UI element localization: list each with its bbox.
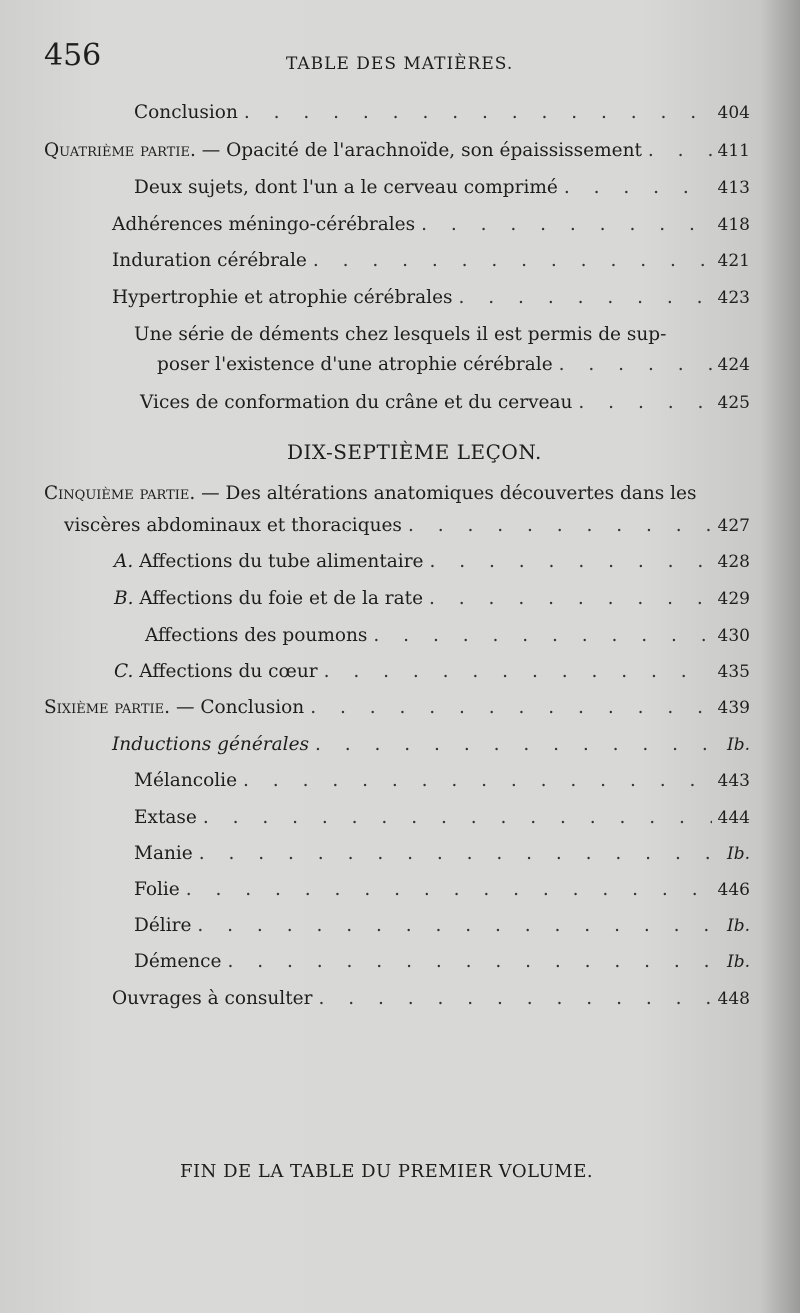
dot-leader xyxy=(373,623,711,649)
dot-leader xyxy=(243,768,712,794)
toc-entry-cinquieme-partie xyxy=(64,513,750,539)
entry-page: 448 xyxy=(717,989,750,1009)
entry-label: Délire xyxy=(134,915,192,936)
entry-page: Ib. xyxy=(726,844,750,864)
toc-entry-une-serie xyxy=(157,352,750,378)
toc-entry-conclusion xyxy=(134,100,750,126)
dot-leader xyxy=(199,841,721,867)
toc-entry-vices xyxy=(140,390,750,416)
toc-entry-cinquieme-line1 xyxy=(44,481,696,507)
entry-label: — Opacité de l'arachnoïde, son épaississement xyxy=(201,140,642,161)
entry-label: Folie xyxy=(134,879,180,900)
toc-entry-extase xyxy=(134,805,750,831)
dot-leader xyxy=(228,949,721,975)
dot-leader xyxy=(648,138,712,164)
entry-label: Mélancolie xyxy=(134,770,238,791)
lecon-heading: DIX-SEPTIÈME LEÇON. xyxy=(287,440,542,464)
entry-page: 423 xyxy=(717,288,750,308)
toc-entry-inductions xyxy=(112,732,750,758)
running-title: TABLE DES MATIÈRES. xyxy=(286,54,514,74)
dot-leader xyxy=(318,986,711,1012)
dot-leader xyxy=(459,285,712,311)
dot-leader xyxy=(186,877,712,903)
entry-page: 404 xyxy=(717,103,750,123)
entry-page: Ib. xyxy=(726,735,750,755)
toc-entry-delire xyxy=(134,913,750,939)
entry-page: 446 xyxy=(717,880,750,900)
entry-label: Deux sujets, dont l'un a le cerveau comprimé xyxy=(134,177,558,198)
entry-label: Affections du cœur xyxy=(139,661,318,682)
entry-letter: A. xyxy=(114,551,134,572)
entry-label: Inductions générales xyxy=(112,734,310,755)
toc-entry-deux-sujets xyxy=(134,175,750,201)
entry-page: 444 xyxy=(717,808,750,828)
entry-label: Conclusion xyxy=(134,102,238,123)
toc-entry-adherences xyxy=(112,212,750,238)
dot-leader xyxy=(408,513,712,539)
toc-entry-affection-a xyxy=(114,549,750,575)
dot-leader xyxy=(315,732,721,758)
toc-entry-affection-c xyxy=(114,659,750,685)
toc-entry-induration xyxy=(112,248,750,274)
end-of-table-notice: FIN DE LA TABLE DU PREMIER VOLUME. xyxy=(180,1161,594,1182)
part-title: Sixième partie. xyxy=(44,697,171,718)
entry-page: 425 xyxy=(717,393,750,413)
entry-label: Ouvrages à consulter xyxy=(112,988,313,1009)
dot-leader xyxy=(310,695,711,721)
entry-page: 443 xyxy=(717,771,750,791)
entry-page: 421 xyxy=(717,251,750,271)
dot-leader xyxy=(564,175,712,201)
entry-page: 424 xyxy=(717,355,750,375)
dot-leader xyxy=(203,805,712,831)
page-number: 456 xyxy=(44,38,102,73)
toc-entry-hypertrophie xyxy=(112,285,750,311)
entry-page: Ib. xyxy=(726,952,750,972)
dot-leader xyxy=(244,100,712,126)
entry-page: 411 xyxy=(717,141,750,161)
dot-leader xyxy=(578,390,711,416)
entry-page: Ib. xyxy=(726,916,750,936)
entry-page: 429 xyxy=(717,589,750,609)
toc-entry-folie xyxy=(134,877,750,903)
entry-page: 413 xyxy=(717,178,750,198)
entry-page: 418 xyxy=(717,215,750,235)
toc-entry-ouvrages xyxy=(112,986,750,1012)
entry-label: viscères abdominaux et thoraciques xyxy=(64,515,402,536)
toc-entry-sixieme-partie xyxy=(44,695,750,721)
dot-leader xyxy=(324,659,712,685)
entry-label: Hypertrophie et atrophie cérébrales xyxy=(112,287,453,308)
entry-label: Adhérences méningo-cérébrales xyxy=(112,214,416,235)
toc-entry-une-serie-line1: Une série de déments chez lesquels il est permis de sup- xyxy=(134,324,667,345)
dot-leader xyxy=(559,352,712,378)
entry-page: 439 xyxy=(717,698,750,718)
entry-label: — Conclusion xyxy=(175,697,305,718)
dot-leader xyxy=(313,248,712,274)
toc-entry-manie xyxy=(134,841,750,867)
entry-letter: B. xyxy=(114,588,134,609)
entry-label: Induration cérébrale xyxy=(112,250,307,271)
toc-entry-demence xyxy=(134,949,750,975)
entry-label: Affections du foie et de la rate xyxy=(139,588,424,609)
dot-leader xyxy=(421,212,711,238)
toc-entry-melancolie xyxy=(134,768,750,794)
part-title: Cinquième partie. xyxy=(44,483,196,504)
dot-leader xyxy=(197,913,721,939)
entry-label: Vices de conformation du crâne et du cerveau xyxy=(140,392,573,413)
dot-leader xyxy=(430,549,712,575)
entry-page: 430 xyxy=(717,626,750,646)
entry-label: Affections des poumons xyxy=(145,625,368,646)
dot-leader xyxy=(429,586,712,612)
entry-label: Extase xyxy=(134,807,197,828)
entry-letter: C. xyxy=(114,661,134,682)
toc-entry-affection-b xyxy=(114,586,750,612)
toc-entry-poumons xyxy=(145,623,750,649)
entry-page: 427 xyxy=(717,516,750,536)
entry-label: Démence xyxy=(134,951,222,972)
entry-label: poser l'existence d'une atrophie cérébrale xyxy=(157,354,553,375)
part-title: Quatrième partie. xyxy=(44,140,196,161)
entry-page: 435 xyxy=(717,662,750,682)
toc-entry-quatrieme-partie xyxy=(44,138,750,164)
entry-label: Affections du tube alimentaire xyxy=(139,551,424,572)
entry-label: Manie xyxy=(134,843,193,864)
entry-label: — Des altérations anatomiques découvertes dans les xyxy=(201,483,697,504)
entry-page: 428 xyxy=(717,552,750,572)
